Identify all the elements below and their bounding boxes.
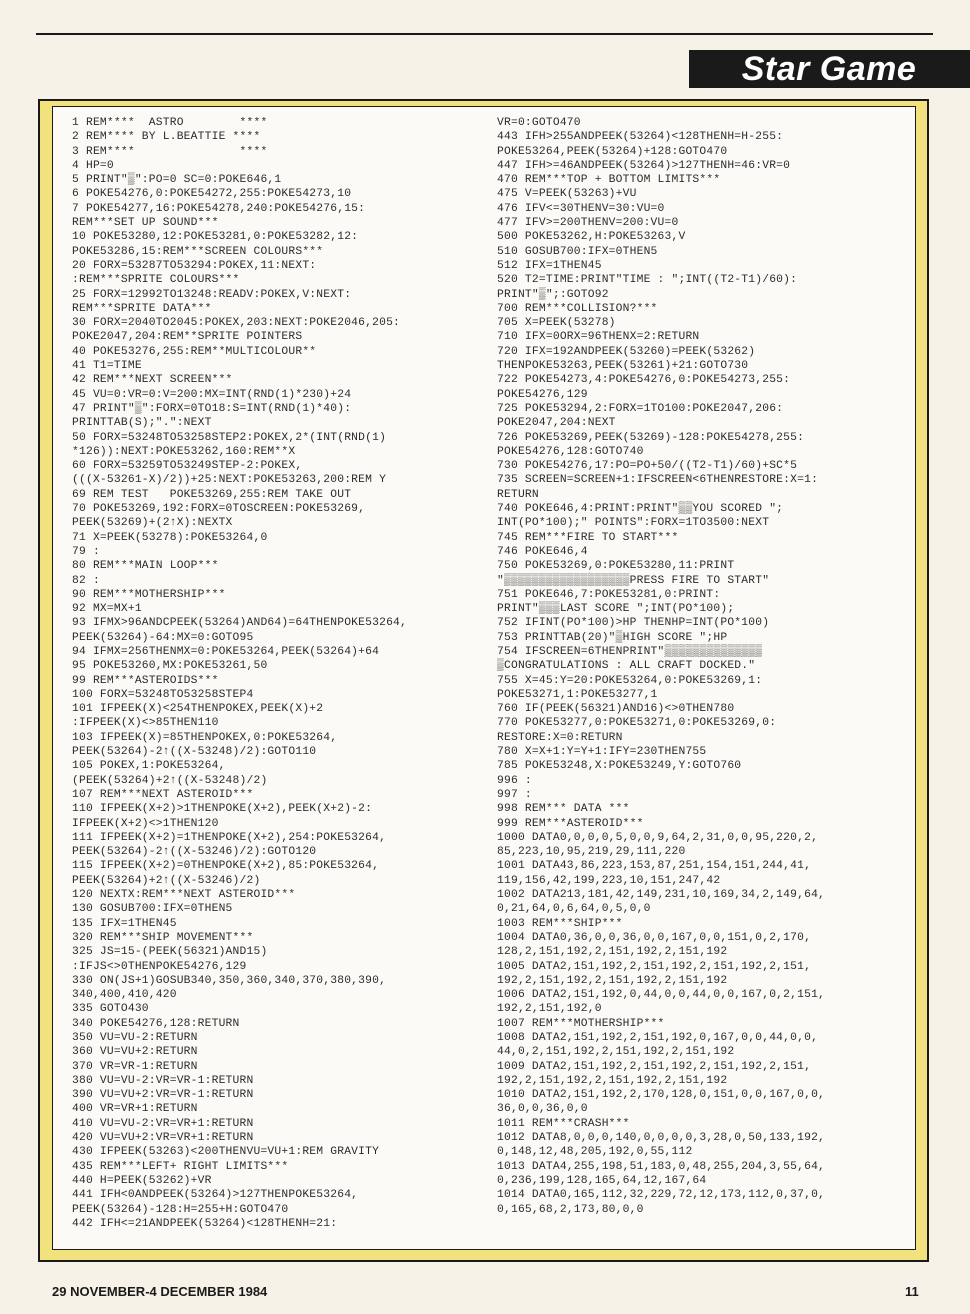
code-line: 0,21,64,0,6,64,0,5,0,0 — [497, 903, 651, 916]
code-line: 370 VR=VR-1:RETURN — [72, 1060, 198, 1073]
code-line: 95 POKE53260,MX:POKE53261,50 — [72, 660, 268, 673]
code-line: 107 REM***NEXT ASTEROID*** — [72, 788, 254, 801]
code-line: 79 : — [72, 545, 100, 558]
code-line: 45 VU=0:VR=0:V=200:MX=INT(RND(1)*230)+24 — [72, 388, 352, 401]
code-line: 753 PRINTTAB(20)"▒HIGH SCORE ";HP — [497, 631, 728, 644]
code-line: (((X-53261-X)/2))+25:NEXT:POKE53263,200:REM Y — [72, 474, 387, 487]
code-line: 82 : — [72, 574, 100, 587]
code-line: 69 REM TEST POKE53269,255:REM TAKE OUT — [72, 488, 352, 501]
code-line: 1007 REM***MOTHERSHIP*** — [497, 1017, 665, 1030]
code-line: 60 FORX=53259TO53249STEP-2:POKEX, — [72, 460, 303, 473]
top-rule — [36, 33, 933, 35]
code-line: 101 IFPEEK(X)<254THENPOKEX,PEEK(X)+2 — [72, 703, 324, 716]
code-line: 999 REM***ASTEROID*** — [497, 817, 644, 830]
code-line: 92 MX=MX+1 — [72, 603, 142, 616]
code-line: VR=0:GOTO470 — [497, 117, 581, 129]
code-line: INT(PO*100);" POINTS":FORX=1TO3500:NEXT — [497, 517, 770, 530]
code-line: 325 JS=15-(PEEK(56321)AND15) — [72, 946, 268, 959]
code-line: 745 REM***FIRE TO START*** — [497, 531, 679, 544]
code-line: 754 IFSCREEN=6THENPRINT"▒▒▒▒▒▒▒▒▒▒▒▒▒▒ — [497, 645, 763, 658]
code-line: 5 PRINT"▒":PO=0 SC=0:POKE646,1 — [72, 174, 282, 187]
code-line: 110 IFPEEK(X+2)>1THENPOKE(X+2),PEEK(X+2)-2: — [72, 803, 373, 816]
code-line: 0,165,68,2,173,80,0,0 — [497, 1203, 644, 1216]
code-line: 192,2,151,192,2,151,192,2,151,192 — [497, 1074, 728, 1087]
code-line: PEEK(53269)+(2↑X):NEXTX — [72, 517, 233, 530]
code-line: THENPOKE53263,PEEK(53261)+21:GOTO730 — [497, 360, 749, 373]
code-line: PEEK(53264)-2↑((X-53248)/2):GOTO110 — [72, 746, 317, 759]
code-line: 40 POKE53276,255:REM**MULTICOLOUR** — [72, 345, 317, 358]
code-line: 725 POKE53294,2:FORX=1TO100:POKE2047,206: — [497, 402, 784, 415]
code-line: 80 REM***MAIN LOOP*** — [72, 560, 219, 573]
code-line: IFPEEK(X+2)<>1THEN120 — [72, 817, 219, 830]
code-line: 440 H=PEEK(53262)+VR — [72, 1174, 212, 1187]
code-line: 512 IFX=1THEN45 — [497, 259, 602, 272]
code-line: 120 NEXTX:REM***NEXT ASTEROID*** — [72, 889, 296, 902]
code-line: 1004 DATA0,36,0,0,36,0,0,167,0,0,151,0,2,170, — [497, 931, 812, 944]
code-line: 380 VU=VU-2:VR=VR-1:RETURN — [72, 1074, 254, 1087]
code-line: 770 POKE53277,0:POKE53271,0:POKE53269,0: — [497, 717, 777, 730]
code-line: 420 VU=VU+2:VR=VR+1:RETURN — [72, 1132, 254, 1145]
code-line: 1001 DATA43,86,223,153,87,251,154,151,244,41, — [497, 860, 812, 873]
code-line: 1010 DATA2,151,192,2,170,128,0,151,0,0,167,0,0, — [497, 1089, 826, 1102]
code-line: 70 POKE53269,192:FORX=0TOSCREEN:POKE53269, — [72, 503, 366, 516]
code-line: 94 IFMX=256THENMX=0:POKE53264,PEEK(53264)+64 — [72, 645, 380, 658]
code-line: 44,0,2,151,192,2,151,192,2,151,192 — [497, 1046, 735, 1059]
code-line: 735 SCREEN=SCREEN+1:IFSCREEN<6THENRESTORE:X=1: — [497, 474, 819, 487]
code-line: 730 POKE54276,17:PO=PO+50/((T2-T1)/60)+SC*5 — [497, 460, 798, 473]
code-line: 71 X=PEEK(53278):POKE53264,0 — [72, 531, 268, 544]
code-line: 705 X=PEEK(53278) — [497, 317, 616, 330]
code-line: 85,223,10,95,219,29,111,220 — [497, 846, 686, 859]
code-line: POKE53264,PEEK(53264)+128:GOTO470 — [497, 145, 728, 158]
code-line: 746 POKE646,4 — [497, 545, 588, 558]
code-line: :IFPEEK(X)<>85THEN110 — [72, 717, 219, 730]
code-line: 47 PRINT"▒":FORX=0TO18:S=INT(RND(1)*40): — [72, 402, 352, 415]
code-line: 130 GOSUB700:IFX=0THEN5 — [72, 903, 233, 916]
code-line: 752 IFINT(PO*100)>HP THENHP=INT(PO*100) — [497, 617, 770, 630]
code-line: 430 IFPEEK(53263)<200THENVU=VU+1:REM GRAVITY — [72, 1146, 380, 1159]
code-line: 93 IFMX>96ANDCPEEK(53264)AND64)=64THENPOKE53264, — [72, 617, 408, 630]
code-line: 41 T1=TIME — [72, 360, 142, 373]
code-line: 128,2,151,192,2,151,192,2,151,192 — [497, 946, 728, 959]
code-line: 103 IFPEEK(X)=85THENPOKEX,0:POKE53264, — [72, 731, 338, 744]
code-line: 20 FORX=53287TO53294:POKEX,11:NEXT: — [72, 259, 317, 272]
code-line: POKE2047,204:NEXT — [497, 417, 616, 430]
code-line: 100 FORX=53248TO53258STEP4 — [72, 688, 254, 701]
code-line: 1 REM**** ASTRO **** — [72, 117, 268, 129]
code-line: 441 IFH<0ANDPEEK(53264)>127THENPOKE53264, — [72, 1189, 359, 1202]
code-line: 726 POKE53269,PEEK(53269)-128:POKE54278,255: — [497, 431, 805, 444]
code-line: 1011 REM***CRASH*** — [497, 1117, 630, 1130]
code-line: POKE53286,15:REM***SCREEN COLOURS*** — [72, 245, 324, 258]
code-line: 477 IFV>=200THENV=200:VU=0 — [497, 217, 679, 230]
code-line: ▒CONGRATULATIONS : ALL CRAFT DOCKED." — [497, 660, 756, 673]
code-line: 996 : — [497, 774, 532, 787]
code-line: 3 REM**** **** — [72, 145, 268, 158]
code-line: 360 VU=VU+2:RETURN — [72, 1046, 198, 1059]
code-line: 340 POKE54276,128:RETURN — [72, 1017, 240, 1030]
code-line: 6 POKE54276,0:POKE54272,255:POKE54273,10 — [72, 188, 352, 201]
code-line: 476 IFV<=30THENV=30:VU=0 — [497, 202, 665, 215]
code-line: 105 POKEX,1:POKE53264, — [72, 760, 226, 773]
code-line: 442 IFH<=21ANDPEEK(53264)<128THENH=21: — [72, 1217, 338, 1230]
code-line: 0,148,12,48,205,192,0,55,112 — [497, 1146, 693, 1159]
listing-right-column — [497, 116, 907, 1217]
code-line: 335 GOTO430 — [72, 1003, 149, 1016]
code-line: REM***SET UP SOUND*** — [72, 217, 219, 230]
code-line: 998 REM*** DATA *** — [497, 803, 630, 816]
listing-left-column — [72, 116, 490, 1231]
code-line: 115 IFPEEK(X+2)=0THENPOKE(X+2),85:POKE53264, — [72, 860, 380, 873]
code-line: 330 ON(JS+1)GOSUB340,350,360,340,370,380,390, — [72, 974, 387, 987]
code-line: 99 REM***ASTEROIDS*** — [72, 674, 219, 687]
code-line: RETURN — [497, 488, 539, 501]
code-line: :REM***SPRITE COLOURS*** — [72, 274, 240, 287]
code-line: PRINT"▒";:GOTO92 — [497, 288, 609, 301]
code-line: 785 POKE53248,X:POKE53249,Y:GOTO760 — [497, 760, 742, 773]
code-line: POKE54276,129 — [497, 388, 588, 401]
code-line: 2 REM**** BY L.BEATTIE **** — [72, 131, 261, 144]
code-line: 470 REM***TOP + BOTTOM LIMITS*** — [497, 174, 721, 187]
code-line: PEEK(53264)-64:MX=0:GOTO95 — [72, 631, 254, 644]
code-line: 1005 DATA2,151,192,2,151,192,2,151,192,2,151, — [497, 960, 812, 973]
code-line: :IFJS<>0THENPOKE54276,129 — [72, 960, 247, 973]
code-line: 111 IFPEEK(X+2)=1THENPOKE(X+2),254:POKE53264, — [72, 831, 387, 844]
code-line: 192,2,151,192,2,151,192,2,151,192 — [497, 974, 728, 987]
code-line: 447 IFH>=46ANDPEEK(53264)>127THENH=46:VR=0 — [497, 159, 791, 172]
code-line: 90 REM***MOTHERSHIP*** — [72, 588, 226, 601]
page-number: 11 — [905, 1284, 919, 1299]
code-line: 50 FORX=53248TO53258STEP2:POKEX,2*(INT(RND(1) — [72, 431, 387, 444]
code-line: 1012 DATA8,0,0,0,140,0,0,0,0,3,28,0,50,133,192, — [497, 1132, 826, 1145]
code-line: POKE2047,204:REM**SPRITE POINTERS — [72, 331, 303, 344]
code-line: 510 GOSUB700:IFX=0THEN5 — [497, 245, 658, 258]
code-line: (PEEK(53264)+2↑((X-53248)/2) — [72, 774, 268, 787]
code-line: POKE54276,128:GOTO740 — [497, 445, 644, 458]
code-line: 760 IF(PEEK(56321)AND16)<>0THEN780 — [497, 703, 735, 716]
code-line: *126)):NEXT:POKE53262,160:REM**X — [72, 445, 296, 458]
code-line: 350 VU=VU-2:RETURN — [72, 1032, 198, 1044]
code-line: 755 X=45:Y=20:POKE53264,0:POKE53269,1: — [497, 674, 763, 687]
code-line: 1002 DATA213,181,42,149,231,10,169,34,2,149,64, — [497, 889, 826, 902]
section-title: Star Game — [741, 50, 917, 88]
code-line: 340,400,410,420 — [72, 989, 177, 1002]
code-line: PRINT"▒▒▒LAST SCORE ";INT(PO*100); — [497, 603, 735, 616]
code-line: 1000 DATA0,0,0,0,5,0,0,9,64,2,31,0,0,95,220,2, — [497, 831, 819, 844]
code-line: 780 X=X+1:Y=Y+1:IFY=230THEN755 — [497, 746, 707, 759]
code-line: 740 POKE646,4:PRINT:PRINT"▒▒YOU SCORED "; — [497, 503, 784, 516]
code-line: 1008 DATA2,151,192,2,151,192,0,167,0,0,44,0,0, — [497, 1032, 819, 1044]
code-line: 410 VU=VU-2:VR=VR+1:RETURN — [72, 1117, 254, 1130]
code-line: 0,236,199,128,165,64,12,167,64 — [497, 1174, 707, 1187]
code-line: 520 T2=TIME:PRINT"TIME : ";INT((T2-T1)/60): — [497, 274, 798, 287]
code-line: 192,2,151,192,0 — [497, 1003, 602, 1016]
code-line: 30 FORX=2040TO2045:POKEX,203:NEXT:POKE2046,205: — [72, 317, 401, 330]
code-line: 1009 DATA2,151,192,2,151,192,2,151,192,2,151, — [497, 1060, 812, 1073]
code-line: 10 POKE53280,12:POKE53281,0:POKE53282,12: — [72, 231, 359, 244]
code-line: 7 POKE54277,16:POKE54278,240:POKE54276,15: — [72, 202, 366, 215]
code-line: 1006 DATA2,151,192,0,44,0,0,44,0,0,167,0,2,151, — [497, 989, 826, 1002]
code-line: PEEK(53264)-128:H=255+H:GOTO470 — [72, 1203, 289, 1216]
code-line: 700 REM***COLLISION?*** — [497, 302, 658, 315]
code-line: POKE53271,1:POKE53277,1 — [497, 688, 658, 701]
code-line: 500 POKE53262,H:POKE53263,V — [497, 231, 686, 244]
code-line: 1003 REM***SHIP*** — [497, 917, 623, 930]
code-line: 36,0,0,36,0,0 — [497, 1103, 588, 1116]
code-line: 119,156,42,199,223,10,151,247,42 — [497, 874, 721, 887]
code-line: 710 IFX=0ORX=96THENX=2:RETURN — [497, 331, 700, 344]
code-line: 42 REM***NEXT SCREEN*** — [72, 374, 233, 387]
code-line: 720 IFX=192ANDPEEK(53260)=PEEK(53262) — [497, 345, 756, 358]
code-line: 135 IFX=1THEN45 — [72, 917, 177, 930]
code-line: REM***SPRITE DATA*** — [72, 302, 212, 315]
code-line: 435 REM***LEFT+ RIGHT LIMITS*** — [72, 1160, 289, 1173]
code-line: 1013 DATA4,255,198,51,183,0,48,255,204,3,55,64, — [497, 1160, 826, 1173]
code-line: 475 V=PEEK(53263)+VU — [497, 188, 637, 201]
code-line: 997 : — [497, 788, 532, 801]
code-line: PEEK(53264)-2↑((X-53246)/2):GOTO120 — [72, 846, 317, 859]
code-line: 443 IFH>255ANDPEEK(53264)<128THENH=H-255: — [497, 131, 784, 144]
code-line: PEEK(53264)+2↑((X-53246)/2) — [72, 874, 261, 887]
code-line: 25 FORX=12992TO13248:READV:POKEX,V:NEXT: — [72, 288, 352, 301]
code-line: 400 VR=VR+1:RETURN — [72, 1103, 198, 1116]
code-line: "▒▒▒▒▒▒▒▒▒▒▒▒▒▒▒▒▒▒PRESS FIRE TO START" — [497, 574, 770, 587]
code-line: RESTORE:X=0:RETURN — [497, 731, 623, 744]
code-line: 320 REM***SHIP MOVEMENT*** — [72, 931, 254, 944]
issue-date: 29 NOVEMBER-4 DECEMBER 1984 — [52, 1284, 268, 1299]
code-line: 390 VU=VU+2:VR=VR-1:RETURN — [72, 1089, 254, 1102]
code-line: PRINTTAB(S);".":NEXT — [72, 417, 212, 430]
code-line: 4 HP=0 — [72, 159, 114, 172]
code-line: 750 POKE53269,0:POKE53280,11:PRINT — [497, 560, 735, 573]
code-line: 1014 DATA0,165,112,32,229,72,12,173,112,0,37,0, — [497, 1189, 826, 1202]
code-line: 751 POKE646,7:POKE53281,0:PRINT: — [497, 588, 721, 601]
code-line: 722 POKE54273,4:POKE54276,0:POKE54273,255: — [497, 374, 791, 387]
